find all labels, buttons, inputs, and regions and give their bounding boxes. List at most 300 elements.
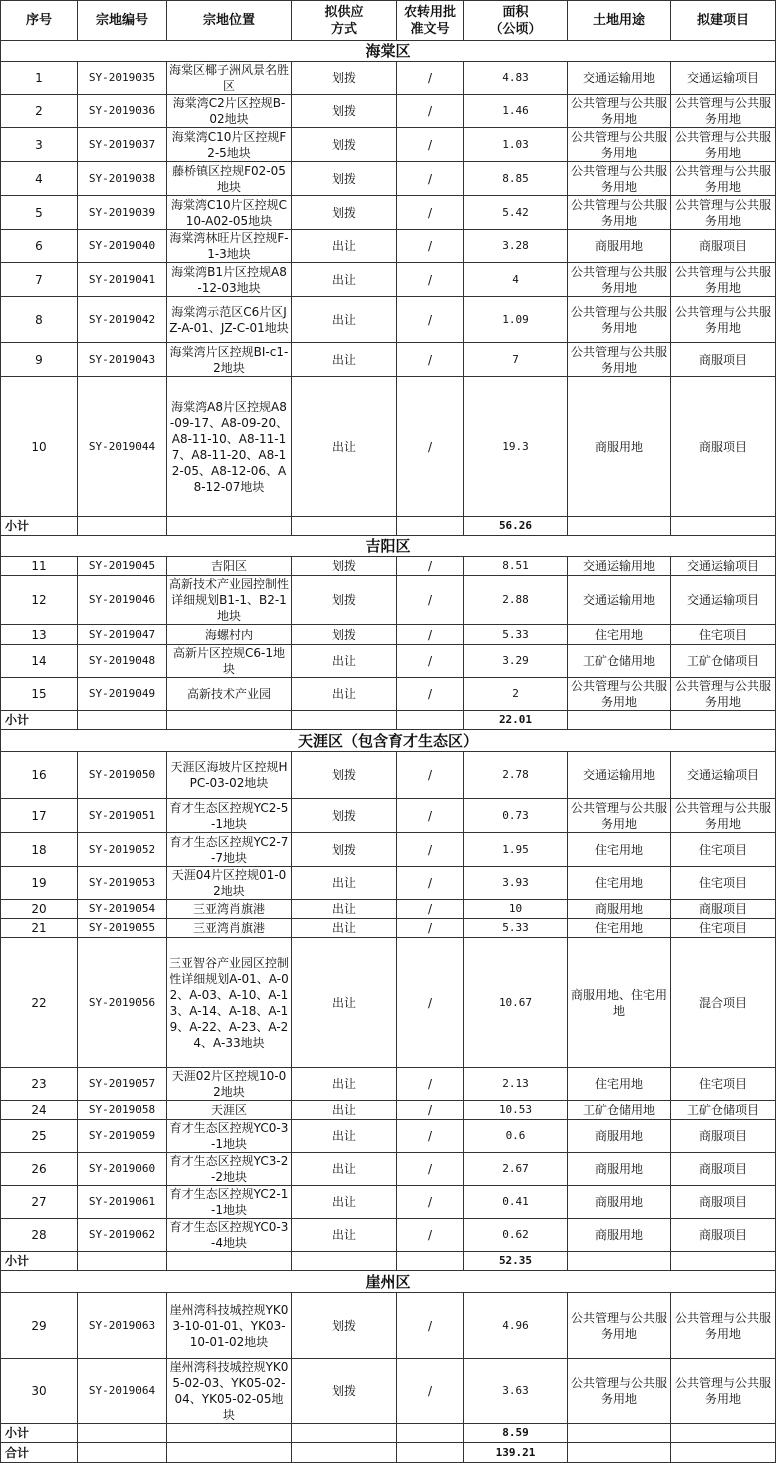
row-no: 18: [1, 833, 78, 867]
parcel-location: 海棠湾A8片区控规A8-09-17、A8-09-20、A8-11-10、A8-11-17、A8-11-20、A8-12-05、A8-12-06、A8-12-07地块: [167, 377, 292, 517]
approval-no: /: [397, 1068, 464, 1101]
planned-project: 商服项目: [671, 1120, 776, 1153]
area-value: 2.67: [464, 1153, 568, 1186]
row-no: 12: [1, 576, 78, 625]
empty-cell: [568, 1424, 671, 1443]
empty-cell: [167, 1443, 292, 1463]
planned-project: 商服项目: [671, 1153, 776, 1186]
empty-cell: [568, 1252, 671, 1271]
row-no: 20: [1, 900, 78, 919]
planned-project: 商服项目: [671, 343, 776, 377]
approval-no: /: [397, 1219, 464, 1252]
row-no: 13: [1, 625, 78, 645]
parcel-code: SY-2019036: [78, 95, 167, 128]
area-value: 7: [464, 343, 568, 377]
approval-no: /: [397, 162, 464, 196]
row-no: 3: [1, 128, 78, 162]
empty-cell: [78, 1424, 167, 1443]
table-row: [1, 938, 776, 1068]
land-use: 商服用地: [568, 1120, 671, 1153]
approval-no: /: [397, 263, 464, 297]
planned-project: 公共管理与公共服务用地: [671, 1293, 776, 1359]
parcel-code: SY-2019061: [78, 1186, 167, 1219]
parcel-location: 高新技术产业园控制性详细规划B1-1、B2-1地块: [167, 576, 292, 625]
total-row: [1, 1443, 776, 1463]
row-no: 23: [1, 1068, 78, 1101]
row-no: 22: [1, 938, 78, 1068]
empty-cell: [292, 711, 397, 730]
table-row: [1, 1068, 776, 1101]
approval-no: /: [397, 1359, 464, 1424]
land-use: 住宅用地: [568, 919, 671, 938]
empty-cell: [397, 1424, 464, 1443]
subtotal-row: [1, 517, 776, 536]
area-value: 5.33: [464, 625, 568, 645]
table-row: [1, 62, 776, 95]
land-use: 公共管理与公共服务用地: [568, 95, 671, 128]
empty-cell: [671, 1443, 776, 1463]
parcel-code: SY-2019045: [78, 557, 167, 576]
planned-project: 公共管理与公共服务用地: [671, 799, 776, 833]
parcel-code: SY-2019059: [78, 1120, 167, 1153]
parcel-location: 育才生态区控规YC2-5-1地块: [167, 799, 292, 833]
header-location: 宗地位置: [167, 1, 292, 41]
table-row: [1, 557, 776, 576]
approval-no: /: [397, 557, 464, 576]
land-use: 公共管理与公共服务用地: [568, 799, 671, 833]
region-name: 崖州区: [1, 1271, 776, 1293]
empty-cell: [78, 1443, 167, 1463]
approval-no: /: [397, 297, 464, 343]
parcel-location: 天涯02片区控规10-02地块: [167, 1068, 292, 1101]
land-use: 住宅用地: [568, 867, 671, 900]
supply-method: 出让: [292, 900, 397, 919]
land-use: 商服用地: [568, 1219, 671, 1252]
region-name: 天涯区（包含育才生态区）: [1, 730, 776, 752]
parcel-code: SY-2019053: [78, 867, 167, 900]
row-no: 1: [1, 62, 78, 95]
table-row: [1, 297, 776, 343]
header-supply-line1: 拟供应: [324, 4, 364, 20]
area-value: 0.62: [464, 1219, 568, 1252]
supply-method: 划拨: [292, 1359, 397, 1424]
row-no: 25: [1, 1120, 78, 1153]
subtotal-row: [1, 1252, 776, 1271]
land-use: 住宅用地: [568, 1068, 671, 1101]
empty-cell: [568, 1443, 671, 1463]
area-value: 1.95: [464, 833, 568, 867]
total-value: 139.21: [464, 1443, 568, 1463]
parcel-location: 育才生态区控规YC2-7-7地块: [167, 833, 292, 867]
header-area-line1: 面积: [502, 4, 529, 20]
empty-cell: [397, 517, 464, 536]
supply-method: 出让: [292, 1186, 397, 1219]
empty-cell: [568, 517, 671, 536]
table-header: [1, 1, 776, 41]
land-use: 住宅用地: [568, 625, 671, 645]
land-use: 商服用地: [568, 900, 671, 919]
table-row: [1, 645, 776, 678]
subtotal-value: 22.01: [464, 711, 568, 730]
planned-project: 交通运输项目: [671, 62, 776, 95]
header-use: 土地用途: [568, 1, 671, 41]
supply-method: 划拨: [292, 1293, 397, 1359]
planned-project: 公共管理与公共服务用地: [671, 128, 776, 162]
empty-cell: [292, 1424, 397, 1443]
approval-no: /: [397, 343, 464, 377]
approval-no: /: [397, 576, 464, 625]
parcel-code: SY-2019054: [78, 900, 167, 919]
parcel-location: 高新技术产业园: [167, 678, 292, 711]
area-value: 10: [464, 900, 568, 919]
table-row: [1, 230, 776, 263]
row-no: 9: [1, 343, 78, 377]
area-value: 2.13: [464, 1068, 568, 1101]
area-value: 0.6: [464, 1120, 568, 1153]
supply-method: 出让: [292, 645, 397, 678]
header-approval-line2: 准文号: [410, 21, 450, 37]
supply-method: 出让: [292, 867, 397, 900]
area-value: 3.63: [464, 1359, 568, 1424]
region-name: 海棠区: [1, 41, 776, 62]
region-row: [1, 41, 776, 62]
supply-method: 出让: [292, 297, 397, 343]
parcel-code: SY-2019041: [78, 263, 167, 297]
parcel-location: 育才生态区控规YC3-2-2地块: [167, 1153, 292, 1186]
parcel-location: 天涯区海坡片区控规HPC-03-02地块: [167, 752, 292, 799]
land-use: 交通运输用地: [568, 752, 671, 799]
supply-method: 划拨: [292, 625, 397, 645]
area-value: 4: [464, 263, 568, 297]
approval-no: /: [397, 919, 464, 938]
table-row: [1, 752, 776, 799]
parcel-code: SY-2019063: [78, 1293, 167, 1359]
supply-method: 出让: [292, 377, 397, 517]
planned-project: 商服项目: [671, 1219, 776, 1252]
empty-cell: [292, 517, 397, 536]
planned-project: 住宅项目: [671, 919, 776, 938]
planned-project: 交通运输项目: [671, 557, 776, 576]
row-no: 21: [1, 919, 78, 938]
approval-no: /: [397, 799, 464, 833]
empty-cell: [292, 1252, 397, 1271]
supply-method: 划拨: [292, 162, 397, 196]
parcel-location: 海棠湾林旺片区控规F-1-3地块: [167, 230, 292, 263]
approval-no: /: [397, 95, 464, 128]
approval-no: /: [397, 938, 464, 1068]
area-value: 4.96: [464, 1293, 568, 1359]
parcel-code: SY-2019042: [78, 297, 167, 343]
parcel-location: 海螺村内: [167, 625, 292, 645]
parcel-code: SY-2019050: [78, 752, 167, 799]
approval-no: /: [397, 230, 464, 263]
table-row: [1, 128, 776, 162]
table-row: [1, 1186, 776, 1219]
land-use: 商服用地: [568, 230, 671, 263]
subtotal-label: 小计: [1, 1424, 78, 1443]
region-row: [1, 536, 776, 557]
planned-project: 住宅项目: [671, 833, 776, 867]
supply-method: 出让: [292, 678, 397, 711]
parcel-code: SY-2019047: [78, 625, 167, 645]
header-no: 序号: [1, 1, 78, 41]
empty-cell: [671, 517, 776, 536]
header-supply-line2: 方式: [330, 21, 357, 37]
approval-no: /: [397, 645, 464, 678]
land-use: 交通运输用地: [568, 576, 671, 625]
approval-no: /: [397, 1120, 464, 1153]
empty-cell: [292, 1443, 397, 1463]
row-no: 26: [1, 1153, 78, 1186]
land-use: 交通运输用地: [568, 557, 671, 576]
empty-cell: [671, 1252, 776, 1271]
supply-method: 出让: [292, 263, 397, 297]
empty-cell: [568, 711, 671, 730]
approval-no: /: [397, 196, 464, 230]
parcel-location: 天涯04片区控规01-02地块: [167, 867, 292, 900]
table-row: [1, 196, 776, 230]
parcel-code: SY-2019044: [78, 377, 167, 517]
planned-project: 住宅项目: [671, 1068, 776, 1101]
planned-project: 公共管理与公共服务用地: [671, 263, 776, 297]
region-row: [1, 730, 776, 752]
parcel-location: 藤桥镇区控规F02-05地块: [167, 162, 292, 196]
row-no: 27: [1, 1186, 78, 1219]
planned-project: 混合项目: [671, 938, 776, 1068]
empty-cell: [78, 711, 167, 730]
planned-project: 交通运输项目: [671, 576, 776, 625]
table-row: [1, 162, 776, 196]
row-no: 29: [1, 1293, 78, 1359]
area-value: 3.93: [464, 867, 568, 900]
parcel-code: SY-2019046: [78, 576, 167, 625]
table-row: [1, 867, 776, 900]
row-no: 5: [1, 196, 78, 230]
land-use: 公共管理与公共服务用地: [568, 128, 671, 162]
land-use: 商服用地: [568, 1186, 671, 1219]
approval-no: /: [397, 128, 464, 162]
empty-cell: [671, 711, 776, 730]
header-approval: [397, 1, 464, 41]
empty-cell: [167, 1252, 292, 1271]
supply-method: 出让: [292, 1101, 397, 1120]
parcel-code: SY-2019039: [78, 196, 167, 230]
area-value: 2: [464, 678, 568, 711]
planned-project: 公共管理与公共服务用地: [671, 678, 776, 711]
land-use: 商服用地、住宅用地: [568, 938, 671, 1068]
land-use: 商服用地: [568, 377, 671, 517]
empty-cell: [397, 1252, 464, 1271]
approval-no: /: [397, 1153, 464, 1186]
area-value: 3.29: [464, 645, 568, 678]
parcel-location: 海棠湾B1片区控规A8-12-03地块: [167, 263, 292, 297]
table-row: [1, 1153, 776, 1186]
supply-method: 出让: [292, 938, 397, 1068]
parcel-location: 海棠湾片区控规BI-c1-2地块: [167, 343, 292, 377]
land-use: 工矿仓储用地: [568, 645, 671, 678]
planned-project: 公共管理与公共服务用地: [671, 196, 776, 230]
table-row: [1, 833, 776, 867]
region-name: 吉阳区: [1, 536, 776, 557]
supply-method: 划拨: [292, 196, 397, 230]
approval-no: /: [397, 1293, 464, 1359]
land-use: 商服用地: [568, 1153, 671, 1186]
row-no: 17: [1, 799, 78, 833]
parcel-location: 高新片区控规C6-1地块: [167, 645, 292, 678]
row-no: 7: [1, 263, 78, 297]
parcel-code: SY-2019062: [78, 1219, 167, 1252]
planned-project: 工矿仓储项目: [671, 645, 776, 678]
parcel-code: SY-2019055: [78, 919, 167, 938]
row-no: 28: [1, 1219, 78, 1252]
parcel-location: 三亚智谷产业园区控制性详细规划A-01、A-02、A-03、A-10、A-13、A-14、A-18、A-19、A-22、A-23、A-24、A-33地块: [167, 938, 292, 1068]
supply-method: 出让: [292, 1219, 397, 1252]
total-label: 合计: [1, 1443, 78, 1463]
parcel-location: 海棠湾C10片区控规F2-5地块: [167, 128, 292, 162]
area-value: 4.83: [464, 62, 568, 95]
parcel-location: 天涯区: [167, 1101, 292, 1120]
land-use: 公共管理与公共服务用地: [568, 196, 671, 230]
subtotal-value: 8.59: [464, 1424, 568, 1443]
supply-method: 划拨: [292, 833, 397, 867]
supply-method: 出让: [292, 1153, 397, 1186]
approval-no: /: [397, 678, 464, 711]
land-use: 公共管理与公共服务用地: [568, 162, 671, 196]
row-no: 14: [1, 645, 78, 678]
planned-project: 商服项目: [671, 1186, 776, 1219]
area-value: 1.03: [464, 128, 568, 162]
approval-no: /: [397, 752, 464, 799]
table-row: [1, 678, 776, 711]
land-use: 公共管理与公共服务用地: [568, 297, 671, 343]
parcel-code: SY-2019043: [78, 343, 167, 377]
parcel-location: 育才生态区控规YC0-3-4地块: [167, 1219, 292, 1252]
row-no: 24: [1, 1101, 78, 1120]
table-row: [1, 1293, 776, 1359]
planned-project: 住宅项目: [671, 867, 776, 900]
planned-project: 交通运输项目: [671, 752, 776, 799]
header-supply: [292, 1, 397, 41]
row-no: 19: [1, 867, 78, 900]
parcel-location: 育才生态区控规YC0-3-1地块: [167, 1120, 292, 1153]
parcel-location: 育才生态区控规YC2-1-1地块: [167, 1186, 292, 1219]
area-value: 2.78: [464, 752, 568, 799]
approval-no: /: [397, 833, 464, 867]
planned-project: 商服项目: [671, 230, 776, 263]
parcel-location: 海棠湾C10片区控规C10-A02-05地块: [167, 196, 292, 230]
row-no: 4: [1, 162, 78, 196]
header-approval-line1: 农转用批: [403, 4, 456, 20]
parcel-code: SY-2019051: [78, 799, 167, 833]
supply-method: 出让: [292, 230, 397, 263]
area-value: 3.28: [464, 230, 568, 263]
approval-no: /: [397, 62, 464, 95]
empty-cell: [78, 1252, 167, 1271]
parcel-location: 三亚湾肖旗港: [167, 919, 292, 938]
area-value: 5.33: [464, 919, 568, 938]
table-row: [1, 343, 776, 377]
parcel-location: 海棠湾示范区C6片区JZ-A-01、JZ-C-01地块: [167, 297, 292, 343]
land-use: 公共管理与公共服务用地: [568, 1359, 671, 1424]
row-no: 11: [1, 557, 78, 576]
empty-cell: [397, 711, 464, 730]
subtotal-label: 小计: [1, 517, 78, 536]
table-row: [1, 263, 776, 297]
approval-no: /: [397, 900, 464, 919]
empty-cell: [78, 517, 167, 536]
area-value: 1.09: [464, 297, 568, 343]
supply-method: 出让: [292, 343, 397, 377]
parcel-code: SY-2019038: [78, 162, 167, 196]
header-project: 拟建项目: [671, 1, 776, 41]
empty-cell: [167, 711, 292, 730]
table-row: [1, 799, 776, 833]
land-use: 公共管理与公共服务用地: [568, 678, 671, 711]
table-row: [1, 1101, 776, 1120]
table-row: [1, 919, 776, 938]
area-value: 0.41: [464, 1186, 568, 1219]
table-row: [1, 95, 776, 128]
parcel-code: SY-2019040: [78, 230, 167, 263]
approval-no: /: [397, 867, 464, 900]
parcel-code: SY-2019058: [78, 1101, 167, 1120]
row-no: 2: [1, 95, 78, 128]
row-no: 8: [1, 297, 78, 343]
row-no: 16: [1, 752, 78, 799]
parcel-location: 三亚湾肖旗港: [167, 900, 292, 919]
area-value: 1.46: [464, 95, 568, 128]
region-row: [1, 1271, 776, 1293]
parcel-code: SY-2019056: [78, 938, 167, 1068]
empty-cell: [167, 1424, 292, 1443]
supply-method: 划拨: [292, 95, 397, 128]
planned-project: 商服项目: [671, 377, 776, 517]
row-no: 10: [1, 377, 78, 517]
area-value: 8.51: [464, 557, 568, 576]
area-value: 2.88: [464, 576, 568, 625]
area-value: 5.42: [464, 196, 568, 230]
subtotal-label: 小计: [1, 711, 78, 730]
row-no: 30: [1, 1359, 78, 1424]
land-use: 交通运输用地: [568, 62, 671, 95]
parcel-code: SY-2019057: [78, 1068, 167, 1101]
parcel-location: 海棠湾C2片区控规B-02地块: [167, 95, 292, 128]
approval-no: /: [397, 1186, 464, 1219]
planned-project: 公共管理与公共服务用地: [671, 1359, 776, 1424]
area-value: 19.3: [464, 377, 568, 517]
header-area-line2: （公顷）: [489, 21, 542, 37]
planned-project: 商服项目: [671, 900, 776, 919]
table-row: [1, 1120, 776, 1153]
empty-cell: [397, 1443, 464, 1463]
parcel-location: 吉阳区: [167, 557, 292, 576]
area-value: 10.67: [464, 938, 568, 1068]
table-row: [1, 377, 776, 517]
supply-method: 划拨: [292, 62, 397, 95]
planned-project: 工矿仓储项目: [671, 1101, 776, 1120]
supply-method: 划拨: [292, 576, 397, 625]
table-row: [1, 625, 776, 645]
subtotal-row: [1, 711, 776, 730]
supply-method: 出让: [292, 919, 397, 938]
land-use: 公共管理与公共服务用地: [568, 263, 671, 297]
table-row: [1, 900, 776, 919]
subtotal-label: 小计: [1, 1252, 78, 1271]
table-row: [1, 1219, 776, 1252]
header-area: [464, 1, 568, 41]
planned-project: 公共管理与公共服务用地: [671, 297, 776, 343]
row-no: 15: [1, 678, 78, 711]
